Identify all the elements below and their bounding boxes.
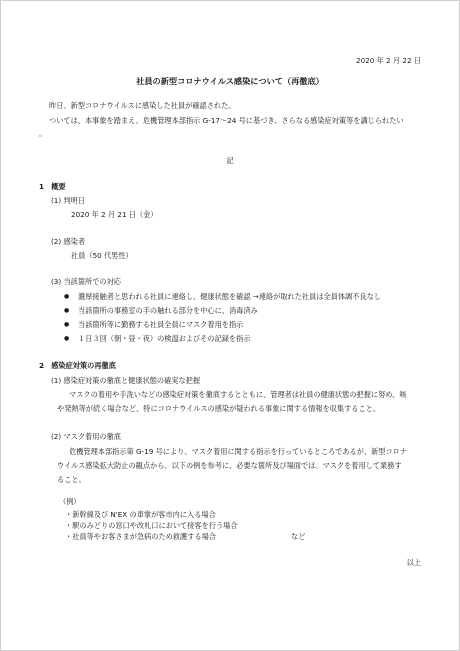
section-2-sub1-line-2: や発熱等が続く場合など、特にコロナウイルスの感染が疑われる事象に関する情報を収集すること。 <box>57 404 381 413</box>
section-1-sub2-label: (2) 感染者 <box>51 237 86 246</box>
intro-line-2: ついては、本事象を踏まえ、危機管理本部指示 G-17～24 号に基づき、さらなる感染症対策等を講じられたい <box>49 116 404 125</box>
closing-mark: 以上 <box>406 558 421 567</box>
response-bullet-2: ● 当該箇所の事務室の手の触れる部分を中心に、消毒済み <box>78 306 258 315</box>
section-2-sub1-label: (1) 感染症対策の徹底と健康状態の確実な把握 <box>51 376 201 385</box>
section-1-heading: 1 概要 <box>39 182 66 191</box>
section-2-sub2-line-3: ること。 <box>57 475 86 484</box>
section-2-sub1-line-1: マスクの着用や手洗いなどの感染症対策を徹底するとともに、管理者は社員の健康状態の把握に努め、咳 <box>69 390 407 399</box>
section-2-sub2-line-1: 危機管理本部指示第 G-19 号により、マスク着用に関する指示を行っているところであるが、新型コロナ <box>69 447 408 456</box>
section-1-sub1-label: (1) 判明日 <box>51 196 86 205</box>
example-item-2: ・駅のみどりの窓口や改札口において接客を行う場合 <box>65 521 238 530</box>
section-1-sub2-value: 社員（50 代男性） <box>71 251 133 260</box>
document-title: 社員の新型コロナウイルス感染について（再徹底） <box>136 76 324 86</box>
section-1-sub3-label: (3) 当該箇所での対応 <box>51 277 121 286</box>
examples-etc: など <box>291 532 306 541</box>
example-item-1: ・新幹線及び N'EX の車掌が客市内に入る場合 <box>65 510 216 519</box>
response-bullet-3: ● 当該箇所等に勤務する社員全員にマスク着用を指示 <box>78 320 243 329</box>
section-1-sub1-value: 2020 年 2 月 21 日（金） <box>71 210 158 219</box>
response-bullet-4: ● １日３回（朝・昼・夜）の検温およびその記録を指示 <box>78 334 251 343</box>
section-2-heading: 2 感染症対策の再徹底 <box>39 361 116 370</box>
section-2-sub2-label: (2) マスク着用の徹底 <box>51 432 121 441</box>
intro-line-3: 。 <box>39 129 47 138</box>
intro-line-1: 昨日、新型コロナウイルスに感染した社員が確認された。 <box>49 101 236 110</box>
response-bullet-1: ● 濃厚接触者と思われる社員に連絡し、健康状態を確認 →連絡が取れた社員は全員体調不良なし <box>78 292 381 301</box>
examples-label: （例） <box>59 497 81 506</box>
ki-marker: 記 <box>226 156 234 165</box>
document-date: 2020 年 2 月 22 日 <box>356 56 421 65</box>
example-item-3: ・社員等やお客さまが急病のため救護する場合 <box>65 532 216 541</box>
section-2-sub2-line-2: ウイルス感染拡大防止の観点から、以下の例を参考に、必要な箇所及び場面では、マスクを着用して業務す <box>57 461 402 470</box>
